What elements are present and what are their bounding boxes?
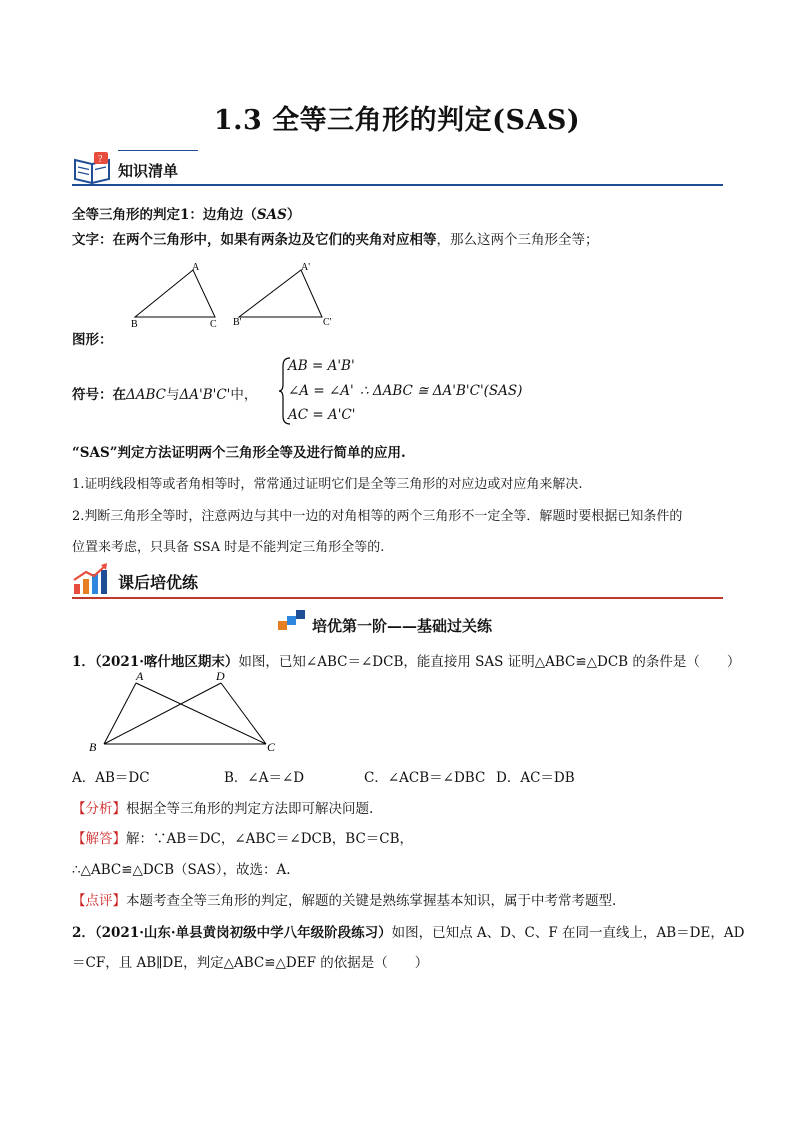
q1-figure bbox=[86, 667, 286, 755]
q1-solution-2: ∴△ABC≌△DCB（SAS），故选：A. bbox=[72, 862, 291, 878]
q1-option-a: A．AB＝DC bbox=[72, 770, 150, 786]
symbol-line: 符号：在ΔABC与ΔA'B'C'中， bbox=[72, 387, 258, 403]
section-top-rule bbox=[118, 150, 198, 151]
conclusion: ∴ ΔABC ≅ ΔA'B'C'(SAS) bbox=[360, 383, 523, 399]
q1-solution: 【解答】解：∵AB＝DC，∠ABC＝∠DCB，BC＝CB， bbox=[72, 831, 414, 847]
vertex-C-prime: C' bbox=[323, 317, 332, 328]
section-knowledge-label: 知识清单 bbox=[118, 162, 179, 180]
rising-chart-icon bbox=[72, 562, 110, 596]
vertex-C: C bbox=[210, 319, 217, 330]
section-divider bbox=[72, 184, 723, 186]
q1-point-C: C bbox=[267, 740, 276, 754]
vertex-A: A bbox=[192, 262, 200, 273]
condition-2: ∠A = ∠A' bbox=[288, 383, 354, 399]
vertex-B: B bbox=[131, 319, 138, 330]
point-2-line-1: 2.判断三角形全等时，注意两边与其中一边的对角相等的两个三角形不一定全等．解题时要根据已知条件的 bbox=[72, 509, 683, 524]
condition-3: AC = A'C' bbox=[288, 407, 356, 423]
steps-icon bbox=[276, 609, 306, 633]
condition-1: AB = A'B' bbox=[288, 358, 355, 374]
svg-text:?: ? bbox=[98, 154, 103, 165]
q1-comment: 【点评】本题考查全等三角形的判定，解题的关键是熟练掌握基本知识，属于中考常考题型. bbox=[72, 893, 617, 909]
section-practice-label: 课后培优练 bbox=[118, 573, 199, 592]
application-heading: “SAS”判定方法证明两个三角形全等及进行简单的应用. bbox=[72, 445, 406, 461]
triangles-figure bbox=[125, 258, 345, 332]
vertex-B-prime: B' bbox=[233, 317, 242, 328]
q1-point-D: D bbox=[216, 669, 225, 683]
vertex-A-prime: A' bbox=[301, 262, 311, 273]
sub-heading: 培优第一阶——基础过关练 bbox=[312, 617, 493, 635]
page-title: 1.3 全等三角形的判定(SAS) bbox=[213, 105, 581, 136]
q1-analysis: 【分析】根据全等三角形的判定方法即可解决问题. bbox=[72, 801, 374, 817]
q1-option-c: C．∠ACB＝∠DBC bbox=[364, 770, 486, 786]
rule-text: 文字：在两个三角形中，如果有两条边及它们的夹角对应相等，那么这两个三角形全等； bbox=[72, 232, 599, 248]
point-1: 1.证明线段相等或者角相等时，常常通过证明它们是全等三角形的对应边或对应角来解决. bbox=[72, 477, 583, 492]
q1-point-B: B bbox=[89, 740, 97, 754]
q1-point-A: A bbox=[136, 669, 144, 683]
q2-stem-2: ＝CF，且 AB∥DE，判定△ABC≌△DEF 的依据是（ ） bbox=[72, 955, 429, 971]
rule-heading: 全等三角形的判定1：边角边（SAS） bbox=[72, 207, 301, 223]
point-2-line-2: 位置来考虑，只具备 SSA 时是不能判定三角形全等的. bbox=[72, 540, 385, 555]
q2-stem-1: 2．（2021·山东·单县黄岗初级中学八年级阶段练习）如图，已知点 A、D、C、F 在同一直线上，AB＝DE，AD bbox=[72, 925, 745, 941]
q1-option-b: B．∠A＝∠D bbox=[224, 770, 305, 786]
section2-divider bbox=[72, 597, 723, 599]
figure-label: 图形： bbox=[72, 332, 113, 348]
q1-option-d: D．AC＝DB bbox=[496, 770, 575, 786]
q1-stem: 1．（2021·喀什地区期末）如图，已知∠ABC＝∠DCB，能直接用 SAS 证明△ABC≌△DCB 的条件是（ ） bbox=[72, 654, 741, 670]
open-book-icon bbox=[72, 150, 116, 186]
